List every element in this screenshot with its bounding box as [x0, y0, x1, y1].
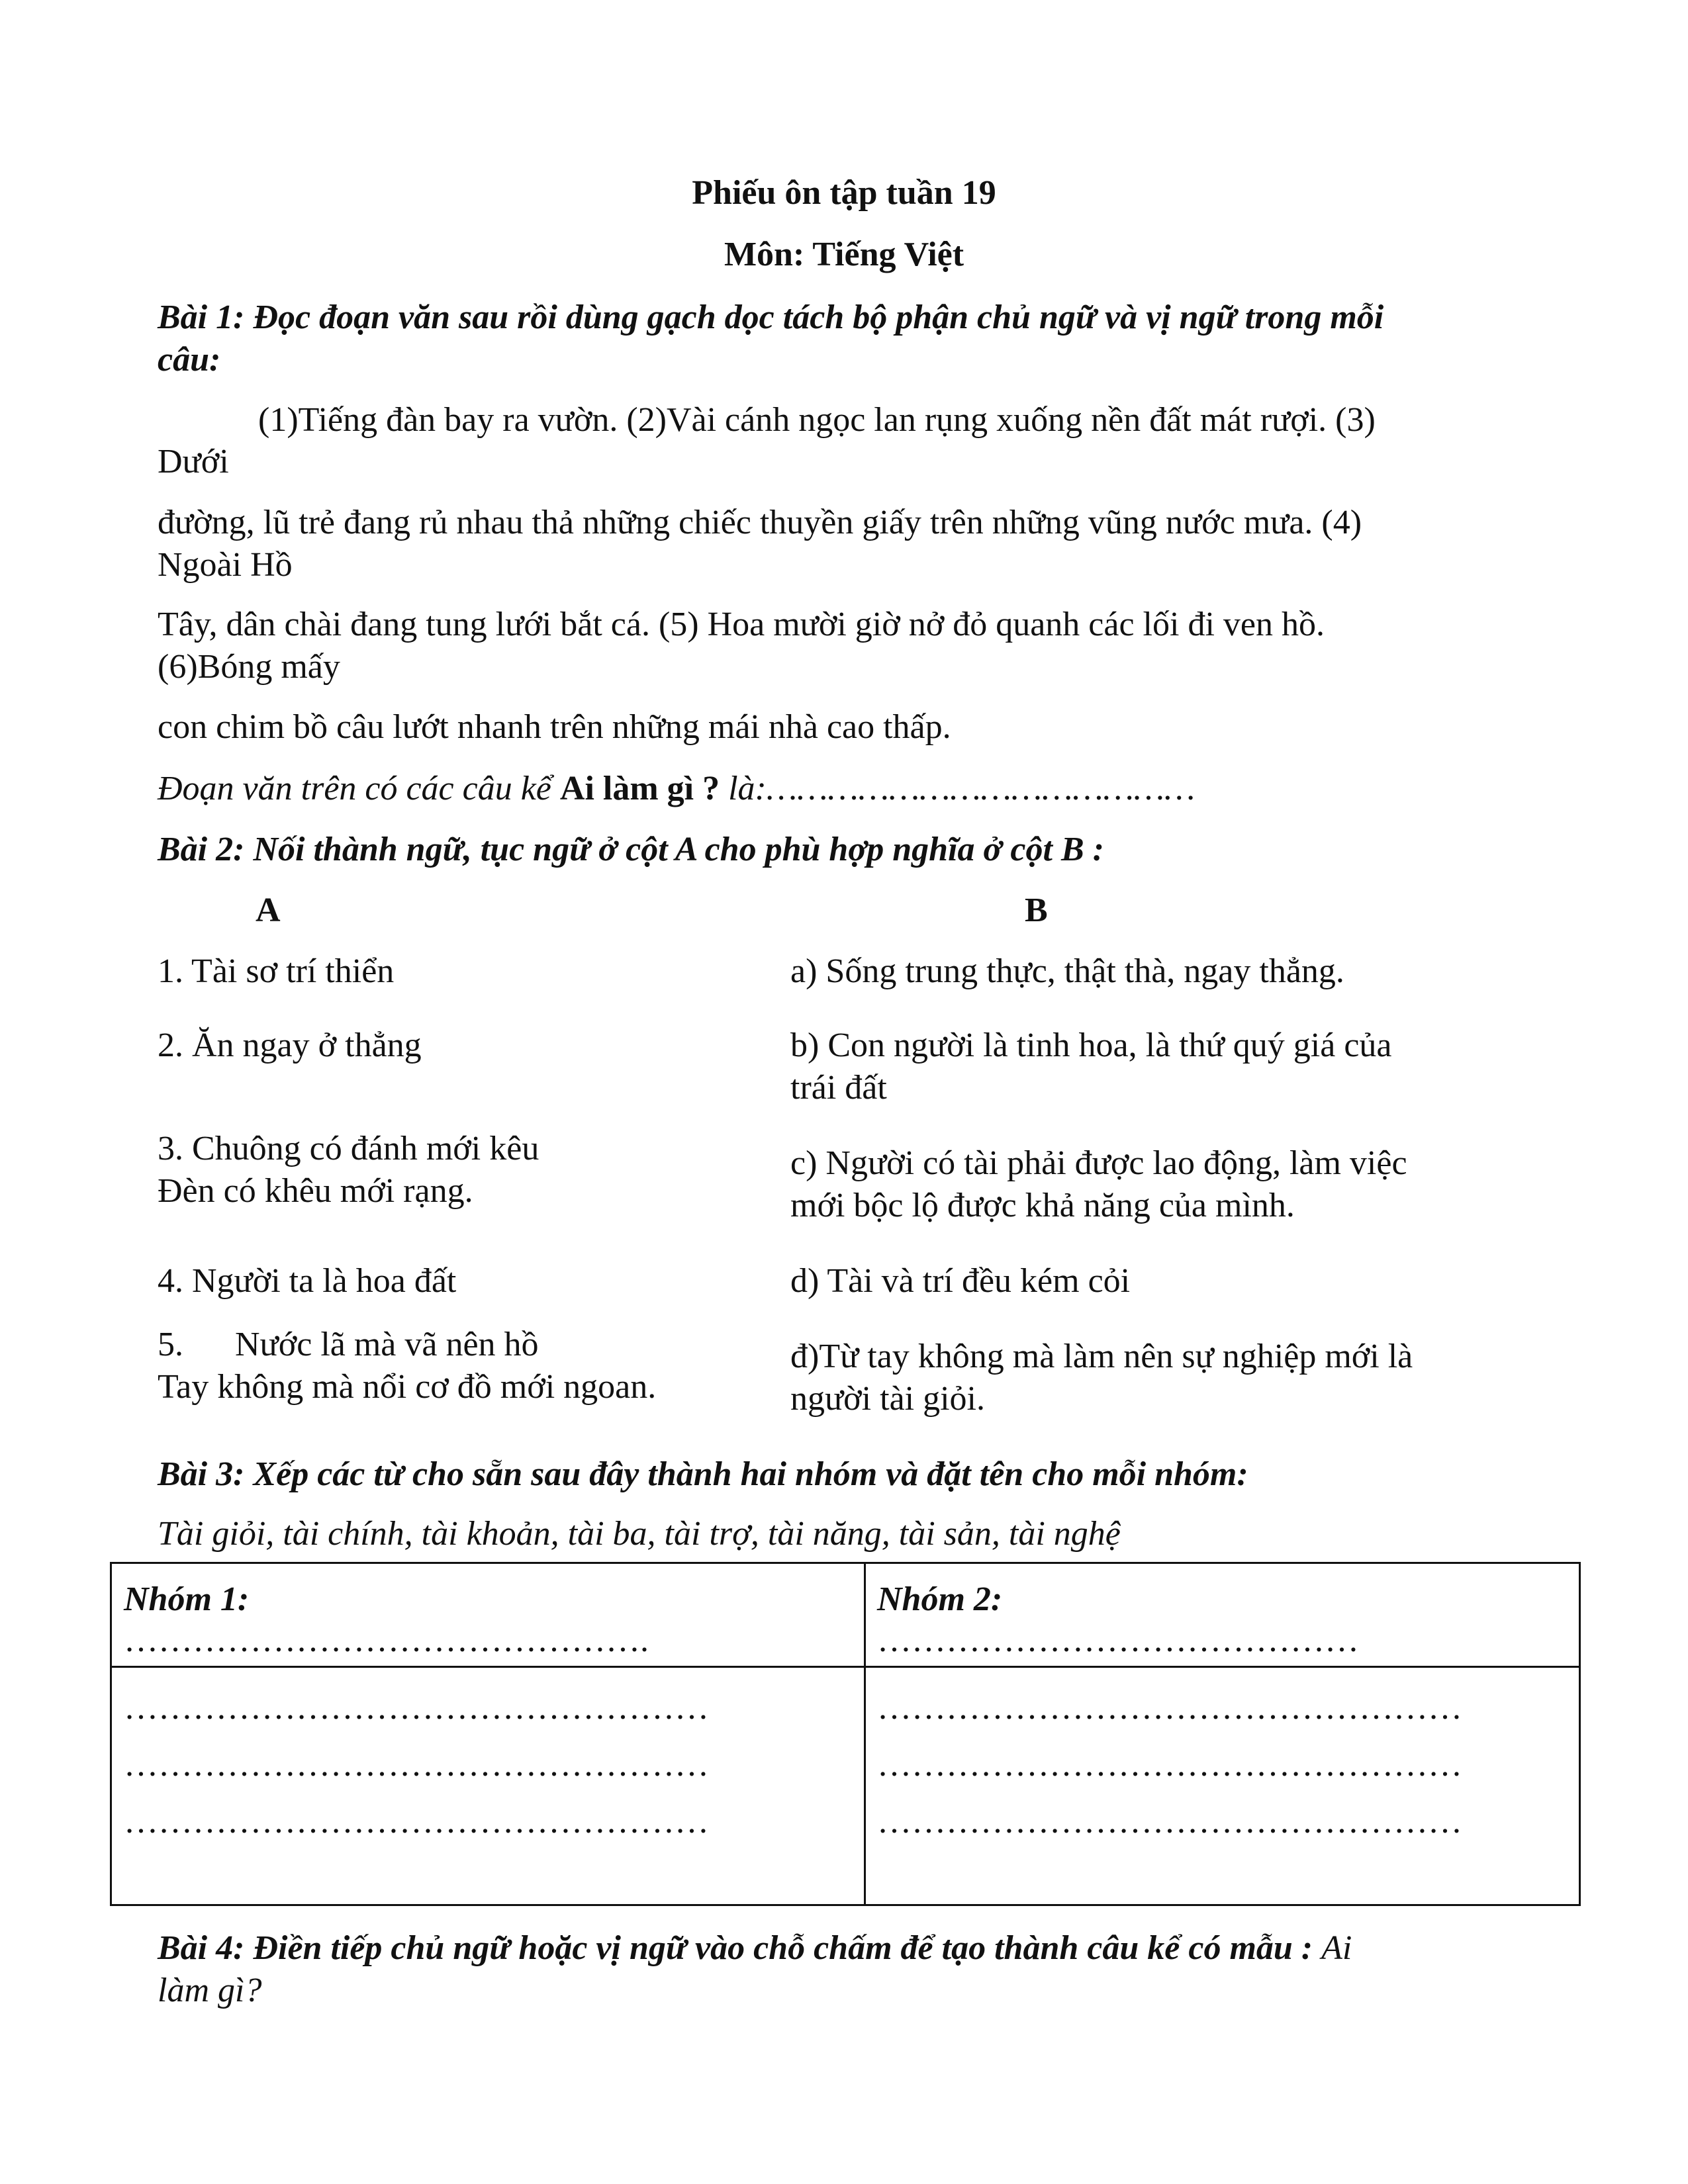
meaning-item-dd[interactable]: đ)Từ tay không mà làm nên sự nghiệp mới là — [790, 1338, 1413, 1375]
bai1-text-line: đường, lũ trẻ đang rủ nhau thả những chiếc thuyền giấy trên những vũng nước mưa. (4) — [158, 504, 1362, 541]
bai4-heading-tail: Ai — [1321, 1929, 1352, 1967]
subject-title: Môn: Tiếng Việt — [724, 236, 964, 273]
table-divider-vertical — [864, 1564, 866, 1904]
group1-answer-line[interactable]: …………………………………………… — [124, 1803, 709, 1841]
idiom-item-4[interactable]: 4. Người ta là hoa đất — [158, 1262, 457, 1300]
meaning-item-dd-cont[interactable]: người tài giỏi. — [790, 1380, 985, 1418]
idiom-item-3[interactable]: 3. Chuông có đánh mới kêu — [158, 1130, 539, 1167]
bai1-text-line: con chim bồ câu lướt nhanh trên những mái nhà cao thấp. — [158, 708, 951, 746]
idiom-item-1[interactable]: 1. Tài sơ trí thiển — [158, 952, 395, 990]
group2-answer-line[interactable]: …………………………………………… — [877, 1689, 1462, 1727]
group2-name-field[interactable]: …………………………………… — [877, 1621, 1359, 1659]
group2-answer-line[interactable]: …………………………………………… — [877, 1803, 1462, 1841]
group2-answer-line[interactable]: …………………………………………… — [877, 1746, 1462, 1784]
meaning-item-a[interactable]: a) Sống trung thực, thật thà, ngay thẳng. — [790, 952, 1344, 990]
bai3-heading: Bài 3: Xếp các từ cho sẵn sau đây thành hai nhóm và đặt tên cho mỗi nhóm: — [158, 1455, 1248, 1493]
bai1-question — [158, 768, 1195, 810]
group1-answer-line[interactable]: …………………………………………… — [124, 1689, 709, 1727]
idiom-item-3-cont[interactable]: Đèn có khêu mới rạng. — [158, 1172, 473, 1210]
column-a-header: A — [256, 891, 281, 929]
bai4-heading-text: Bài 4: Điền tiếp chủ ngữ hoặc vị ngữ vào chỗ chấm để tạo thành câu kể có mẫu : — [158, 1929, 1322, 1967]
bai4-heading — [158, 1927, 1352, 1970]
bai1-text-line: (6)Bóng mấy — [158, 648, 340, 686]
page-title: Phiếu ôn tập tuần 19 — [692, 174, 996, 212]
table-divider-horizontal — [112, 1666, 1579, 1668]
bai1-text-line: (1)Tiếng đàn bay ra vườn. (2)Vài cánh ngọc lan rụng xuống nền đất mát rượi. (3) — [258, 401, 1376, 439]
bai2-heading: Bài 2: Nối thành ngữ, tục ngữ ở cột A cho phù hợp nghĩa ở cột B : — [158, 831, 1104, 868]
bai3-word-list: Tài giỏi, tài chính, tài khoản, tài ba, tài trợ, tài năng, tài sản, tài nghệ — [158, 1515, 1121, 1553]
grouping-table — [110, 1562, 1581, 1906]
meaning-item-d[interactable]: d) Tài và trí đều kém cỏi — [790, 1262, 1131, 1300]
meaning-item-c[interactable]: c) Người có tài phải được lao động, làm việc — [790, 1144, 1407, 1182]
bai1-text-line: Ngoài Hồ — [158, 546, 293, 584]
idiom-item-5-cont[interactable]: Tay không mà nổi cơ đồ mới ngoan. — [158, 1368, 657, 1406]
bai1-question-prefix: Đoạn văn trên có các câu kể — [158, 770, 560, 807]
bai1-answer-dots[interactable]: là:…………………………………… — [720, 770, 1196, 807]
idiom-item-5[interactable]: 5. Nước lã mà vã nên hồ — [158, 1326, 539, 1363]
bai1-text-line: Tây, dân chài đang tung lưới bắt cá. (5) Hoa mười giờ nở đỏ quanh các lối đi ven hồ. — [158, 606, 1325, 643]
meaning-item-b[interactable]: b) Con người là tinh hoa, là thứ quý giá của — [790, 1026, 1392, 1064]
group2-label: Nhóm 2: — [877, 1580, 1003, 1618]
column-b-header: B — [1025, 891, 1048, 929]
bai1-text-line: Dưới — [158, 443, 229, 480]
bai1-heading: Bài 1: Đọc đoạn văn sau rồi dùng gạch dọc tách bộ phận chủ ngữ và vị ngữ trong mỗi — [158, 298, 1384, 336]
meaning-item-c-cont[interactable]: mới bộc lộ được khả năng của mình. — [790, 1187, 1295, 1224]
bai4-heading-cont: làm gì? — [158, 1972, 262, 2009]
bai1-heading-cont: câu: — [158, 341, 221, 379]
group1-answer-line[interactable]: …………………………………………… — [124, 1746, 709, 1784]
idiom-item-2[interactable]: 2. Ăn ngay ở thẳng — [158, 1026, 422, 1064]
group1-name-field[interactable]: ………………………………………. — [124, 1621, 649, 1659]
group1-label: Nhóm 1: — [124, 1580, 250, 1618]
meaning-item-b-cont[interactable]: trái đất — [790, 1069, 887, 1107]
bai1-question-pattern: Ai làm gì ? — [559, 770, 720, 807]
